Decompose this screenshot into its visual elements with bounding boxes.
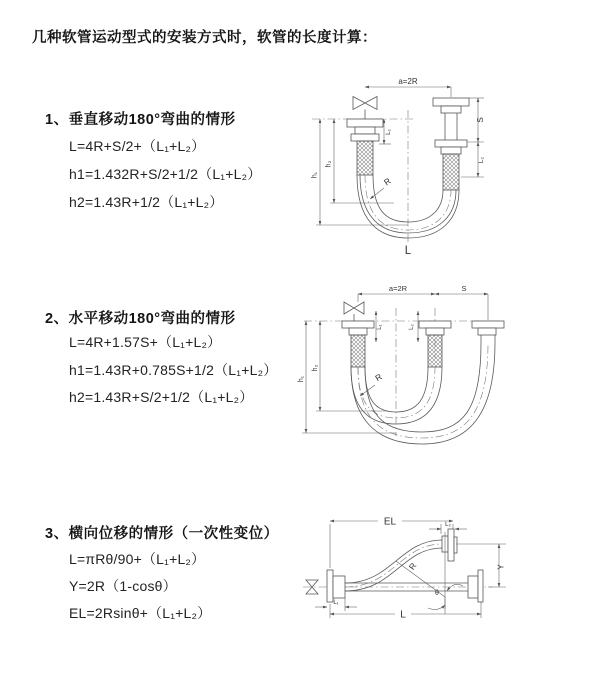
dim-label-a2r: a=2R xyxy=(398,77,418,86)
dimension-s xyxy=(467,98,485,142)
dimension-a2r xyxy=(358,284,435,302)
diagram-lateral-displacement xyxy=(298,502,595,662)
formula-line: L=4R+1.57S+（L₁+L₂） xyxy=(69,334,222,350)
diagram-vertical-180-bend xyxy=(294,72,596,270)
formula-line: h1=1.432R+S/2+1/2（L₁+L₂） xyxy=(69,166,262,182)
dim-label-h1: h₁ xyxy=(298,375,305,383)
dim-label-h1: h₁ xyxy=(311,171,319,179)
dimension-l1 xyxy=(376,311,383,342)
dim-label-r: R xyxy=(406,560,419,572)
dimension-a2r xyxy=(365,77,451,97)
formula-line: h2=1.43R+1/2（L₁+L₂） xyxy=(69,194,224,210)
valve-icon xyxy=(344,302,364,321)
section-3-heading: 3、横向位移的情形（一次性变位） xyxy=(45,526,279,542)
dim-label-r: R xyxy=(381,175,393,188)
dim-label-l1: L₁ xyxy=(377,324,383,330)
dimension-s xyxy=(435,284,488,320)
dim-label-h2: h₂ xyxy=(325,160,333,168)
formula-line: h1=1.43R+0.785S+1/2（L₁+L₂） xyxy=(69,362,278,378)
formula-line: L=πRθ/90+（L₁+L₂） xyxy=(69,551,206,567)
dim-label-s: S xyxy=(476,117,485,123)
dim-label-a2r: a=2R xyxy=(388,284,408,293)
formula-line: h2=1.43R+S/2+1/2（L₁+L₂） xyxy=(69,389,254,405)
section-2-heading: 2、水平移动180°弯曲的情形 xyxy=(45,311,236,327)
page-title: 几种软管运动型式的安装方式时，软管的长度计算： xyxy=(32,30,377,46)
hose-u-curve-position-1 xyxy=(351,367,442,424)
left-flange-fitting xyxy=(342,321,374,367)
valve-icon xyxy=(353,97,377,120)
dim-label-el: EL xyxy=(383,516,397,528)
formula-line: EL=2Rsinθ+（L₁+L₂） xyxy=(69,605,212,621)
dimension-l1 xyxy=(315,598,357,611)
braided-hose-section xyxy=(351,335,365,367)
diagram-horizontal-180-bend xyxy=(296,278,598,464)
middle-flange-fitting xyxy=(419,321,451,367)
dim-label-l: L xyxy=(404,245,412,257)
formula-line: L=4R+S/2+（L₁+L₂） xyxy=(69,138,206,154)
dim-label-l1: L₁ xyxy=(333,600,339,606)
dim-label-h2: h₂ xyxy=(312,364,319,372)
section-1-heading: 1、垂直移动180°弯曲的情形 xyxy=(45,112,236,128)
right-flange-original xyxy=(468,570,483,602)
dim-label-y: Y xyxy=(496,564,506,570)
dim-label-l2: L₂ xyxy=(409,324,415,330)
right-flange-fitting xyxy=(433,98,469,190)
dimension-l xyxy=(330,602,481,621)
formula-line: Y=2R（1-cosθ） xyxy=(69,578,177,594)
left-flange-fitting xyxy=(347,119,383,175)
dimension-el xyxy=(330,517,453,569)
braided-hose-section xyxy=(428,335,442,367)
radius-annotation xyxy=(360,372,384,396)
dimension-l2 xyxy=(409,311,418,342)
dim-label-r: R xyxy=(373,371,384,384)
dim-label-theta: θ xyxy=(435,590,439,597)
right-flange-displaced xyxy=(442,529,457,561)
dim-label-l1: L₁ xyxy=(385,129,392,135)
left-flange-fitting xyxy=(327,570,345,602)
braided-hose-section xyxy=(443,154,459,190)
right-flange-fitting xyxy=(472,321,504,343)
braided-hose-section xyxy=(357,141,373,175)
hose-u-curve-position-2 xyxy=(351,343,495,444)
dim-label-l2: L₂ xyxy=(445,522,451,528)
dim-label-l: L xyxy=(400,609,406,621)
dim-label-s: S xyxy=(461,284,467,293)
dim-label-l2: L₂ xyxy=(478,156,485,164)
